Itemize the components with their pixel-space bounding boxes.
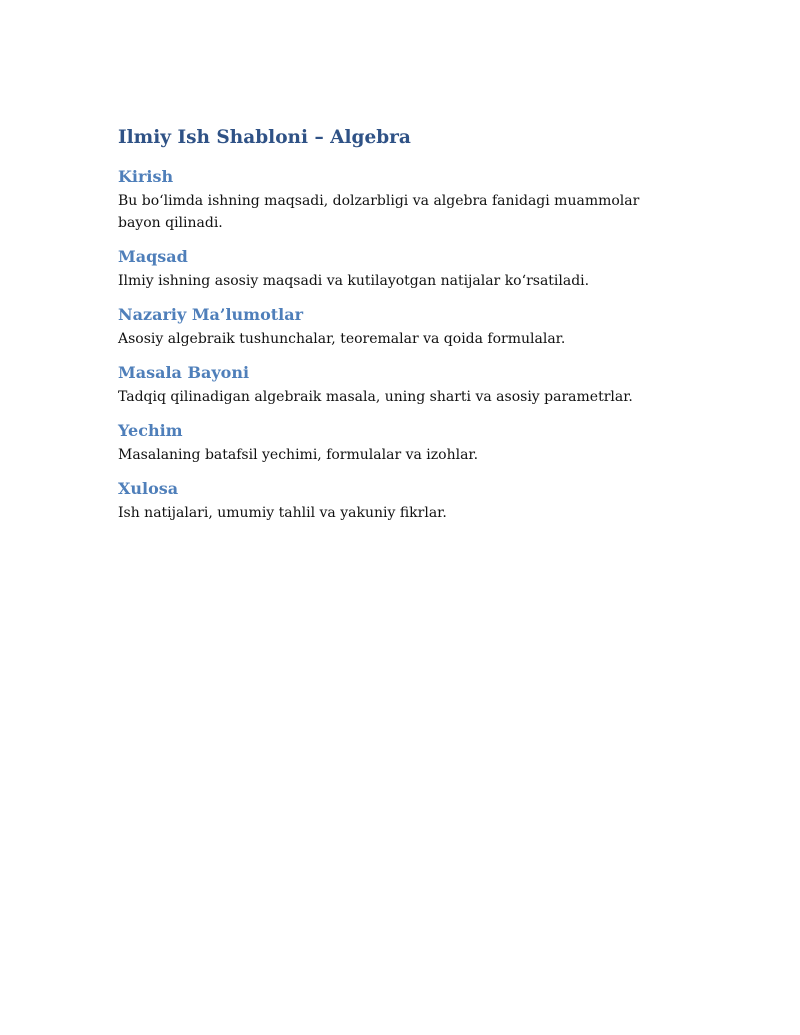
section-heading: Yechim xyxy=(118,421,183,440)
section-nazariy-malumotlar xyxy=(118,304,682,350)
section-body: Ilmiy ishning asosiy maqsadi va kutilayotgan natijalar ko‘rsatiladi. xyxy=(118,273,590,289)
section-body: Ish natijalari, umumiy tahlil va yakuniy fikrlar. xyxy=(118,505,447,521)
section-body: Tadqiq qilinadigan algebraik masala, uning sharti va asosiy parametrlar. xyxy=(118,389,633,405)
section-heading: Nazariy Ma’lumotlar xyxy=(118,305,304,324)
section-heading: Masala Bayoni xyxy=(118,363,250,382)
section-body: Masalaning batafsil yechimi, formulalar va izohlar. xyxy=(118,447,479,463)
section-xulosa xyxy=(118,478,682,524)
section-yechim xyxy=(118,420,682,466)
section-body: Asosiy algebraik tushunchalar, teoremalar va qoida formulalar. xyxy=(118,331,566,347)
section-masala-bayoni xyxy=(118,362,682,408)
section-maqsad xyxy=(118,246,682,292)
section-body: Bu bo‘limda ishning maqsadi, dolzarbligi va algebra fanidagi muammolar bayon qilinadi. xyxy=(118,193,640,231)
section-heading: Xulosa xyxy=(118,479,179,498)
section-heading: Maqsad xyxy=(118,247,188,266)
document-title: Ilmiy Ish Shabloni – Algebra xyxy=(118,127,411,148)
section-heading: Kirish xyxy=(118,167,174,186)
section-kirish xyxy=(118,166,682,234)
